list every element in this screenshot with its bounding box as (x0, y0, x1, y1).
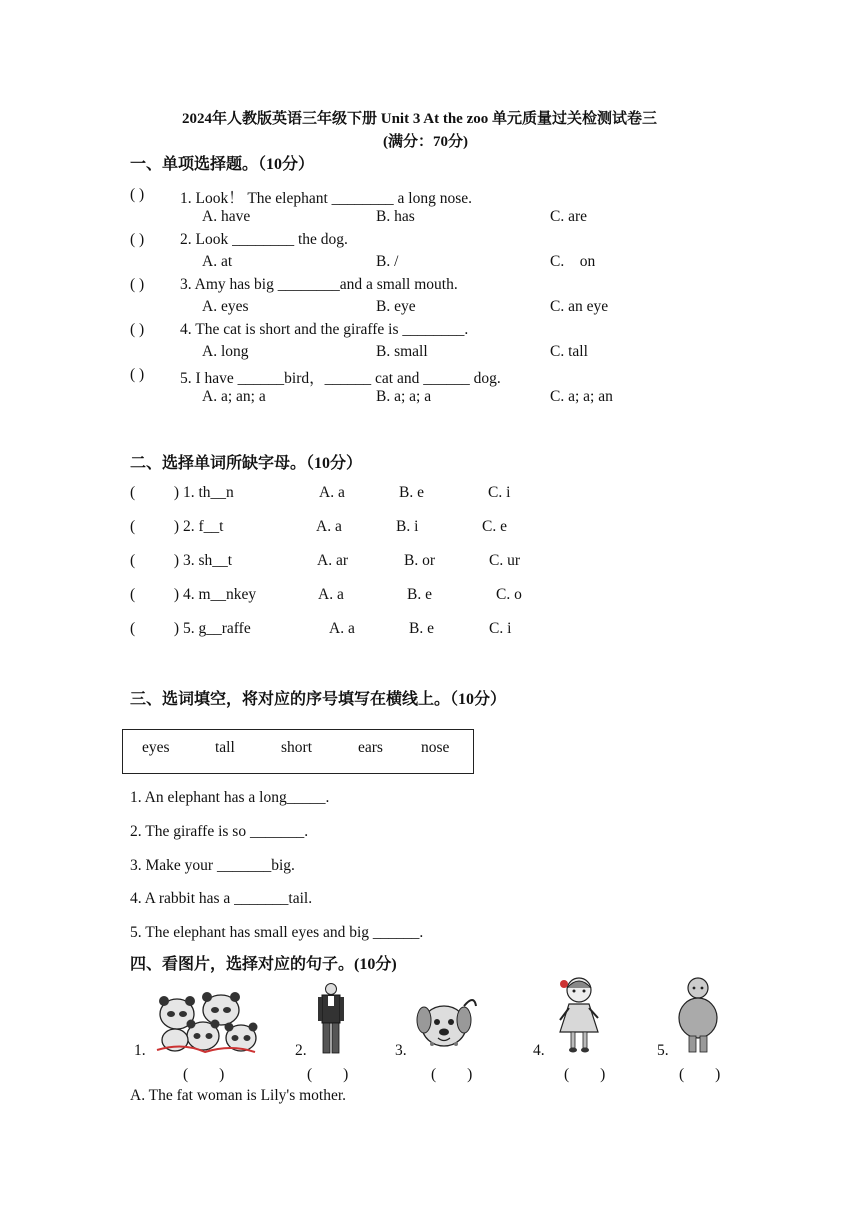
option-a: A. a (318, 586, 344, 603)
girl-picture-icon (552, 974, 606, 1056)
picture-number: 2. (295, 1042, 307, 1059)
picture-number: 4. (533, 1042, 545, 1059)
answer-paren: ( ) (130, 620, 180, 637)
answer-paren: ( ) (130, 321, 145, 338)
answer-paren: ( ) (130, 484, 180, 501)
option-b: B. has (376, 208, 415, 225)
answer-paren: ( ) (307, 1066, 349, 1083)
question-stem: 1. Look！ The elephant ________ a long nose. (180, 190, 473, 207)
tall-man-picture-icon (313, 982, 349, 1056)
picture-number: 3. (395, 1042, 407, 1059)
answer-paren: ( ) (130, 518, 180, 535)
picture-number: 1. (134, 1042, 146, 1059)
page-subtitle: (满分：70分) (383, 134, 468, 150)
word-bank-item: short (281, 739, 312, 756)
option-c: C. a; a; an (550, 388, 613, 405)
answer-paren: ( ) (130, 586, 180, 603)
dog-picture-icon (414, 988, 480, 1056)
fill-sentence: 1. An elephant has a long_____. (130, 789, 330, 806)
option-c: C. on (550, 253, 596, 270)
answer-paren: ( ) (431, 1066, 473, 1083)
page-title: 2024年人教版英语三年级下册 Unit 3 At the zoo 单元质量过关检测试卷三 (182, 111, 657, 127)
option-b: B. or (404, 552, 435, 569)
option-a: A. a (329, 620, 355, 637)
answer-paren: ( ) (130, 276, 145, 293)
picture-number: 5. (657, 1042, 669, 1059)
answer-paren: ( ) (130, 552, 180, 569)
word-bank-item: nose (421, 739, 450, 756)
word-bank-item: eyes (142, 739, 170, 756)
option-c: C. i (489, 620, 512, 637)
fill-sentence: 4. A rabbit has a _______tail. (130, 890, 313, 907)
question-stem: 4. The cat is short and the giraffe is ________. (180, 321, 469, 338)
section3-heading: 三、选词填空，将对应的序号填写在横线上。（10分） (130, 691, 507, 708)
fill-sentence: 2. The giraffe is so _______. (130, 823, 309, 840)
section4-heading: 四、看图片，选择对应的句子。(10分) (130, 956, 397, 973)
fill-sentence: 5. The elephant has small eyes and big ______. (130, 924, 424, 941)
question-stem: 1. th__n (183, 484, 234, 501)
option-a: A. eyes (202, 298, 249, 315)
question-stem: 4. m__nkey (183, 586, 257, 603)
fill-sentence: 3. Make your _______big. (130, 857, 295, 874)
option-a: A. long (202, 343, 249, 360)
option-b: B. eye (376, 298, 416, 315)
word-bank-item: tall (215, 739, 235, 756)
answer-paren: ( ) (679, 1066, 721, 1083)
answer-paren: ( ) (564, 1066, 606, 1083)
option-a: A. ar (317, 552, 348, 569)
option-b: B. small (376, 343, 428, 360)
option-c: C. ur (489, 552, 520, 569)
match-option-a: A. The fat woman is Lily's mother. (130, 1087, 347, 1104)
answer-paren: ( ) (130, 366, 145, 383)
question-stem: 3. Amy has big ________and a small mouth. (180, 276, 458, 293)
question-stem: 5. g__raffe (183, 620, 251, 637)
option-b: B. e (407, 586, 432, 603)
question-stem: 5. I have ______bird，______ cat and ______ dog. (180, 370, 501, 387)
option-a: A. at (202, 253, 233, 270)
answer-paren: ( ) (130, 186, 145, 203)
option-c: C. i (488, 484, 511, 501)
option-b: B. a; a; a (376, 388, 432, 405)
question-stem: 3. sh__t (183, 552, 233, 569)
option-a: A. have (202, 208, 251, 225)
answer-paren: ( ) (183, 1066, 225, 1083)
option-c: C. e (482, 518, 507, 535)
option-c: C. are (550, 208, 588, 225)
option-a: A. a (316, 518, 342, 535)
option-b: B. e (399, 484, 424, 501)
section1-heading: 一、单项选择题。（10分） (130, 156, 315, 173)
pandas-picture-icon (153, 990, 259, 1056)
word-bank-item: ears (358, 739, 383, 756)
fat-woman-picture-icon (676, 976, 720, 1056)
question-stem: 2. Look ________ the dog. (180, 231, 348, 248)
option-b: B. i (396, 518, 419, 535)
option-a: A. a; an; a (202, 388, 266, 405)
option-b: B. e (409, 620, 434, 637)
option-b: B. / (376, 253, 399, 270)
option-c: C. o (496, 586, 522, 603)
option-c: C. an eye (550, 298, 609, 315)
answer-paren: ( ) (130, 231, 145, 248)
option-c: C. tall (550, 343, 588, 360)
question-stem: 2. f__t (183, 518, 224, 535)
section2-heading: 二、选择单词所缺字母。（10分） (130, 455, 363, 472)
option-a: A. a (319, 484, 345, 501)
